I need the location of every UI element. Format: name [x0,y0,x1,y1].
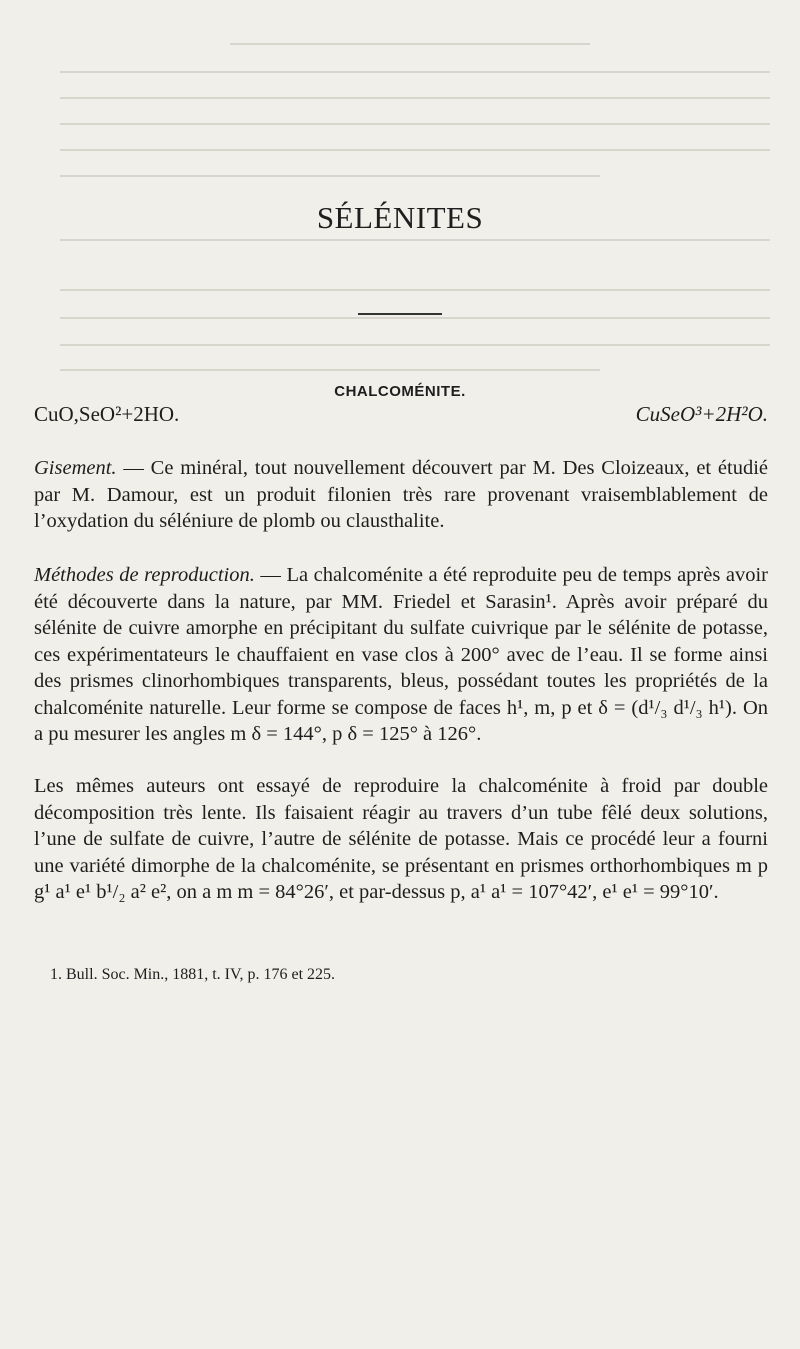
formula-old-notation: CuO,SeO²+2HO. [34,402,180,426]
paragraph-gisement [34,455,768,535]
paragraph-froid: Les mêmes auteurs ont essayé de reproduire la chalcoménite à froid par double décomposition très lente. Ils faisaient réagir au travers d’un tube fêlé deux solutions, l’une de sulfate de cuivre, l’autre de sélénite de potasse. Mais ce procédé leur a fourni une variété dimorphe de la chalcoménite, se présentant en prismes orthorhombiques m p g¹ a¹ e¹ b¹/₂ a² e², on a m m = 84°26′, et par-dessus p, a¹ a¹ = 107°42′, e¹ e¹ = 99°10′. [34,775,768,903]
formula-row [34,402,768,432]
footnote: 1. Bull. Soc. Min., 1881, t. IV, p. 176 et 225. [50,966,336,983]
paragraph-methodes [34,562,768,748]
paragraph-text: — Ce minéral, tout nouvellement découvert par M. Des Cloizeaux, et étudié par M. Damour, est un produit filonien très rare provenant vraisemblablement de l’oxydation du séléniure de plomb ou clausthalite. [34,457,768,532]
section-title: SÉLÉNITES [316,200,484,235]
formula-new-notation: CuSeO³+2H²O. [635,402,768,426]
paragraph-text: — La chalcoménite a été reproduite peu de temps après avoir été découverte dans la nature, par MM. Friedel et Sarasin¹. Après avoir préparé du sélénite de cuivre amorphe en précipitant du sulfate cuivrique par le sélénite de potasse, ces expérimentateurs le chauffaient en vase clos à 200° avec de l’eau. Il se forme ainsi des prismes clinorhombiques transparents, bleus, possédant toutes les propriétés de la chalcoménite naturelle. Leur forme se compose de faces h¹, m, p et δ = (d¹/₃ d¹/₃ h¹). On a pu mesurer les angles m δ = 144°, p δ = 125° à 126°. [34,564,769,745]
paragraph-label: Gisement. [34,457,117,479]
paragraph-label: Méthodes de reproduction. [34,564,255,586]
mineral-heading: CHALCOMÉNITE. [334,383,466,400]
title-divider [358,313,442,315]
